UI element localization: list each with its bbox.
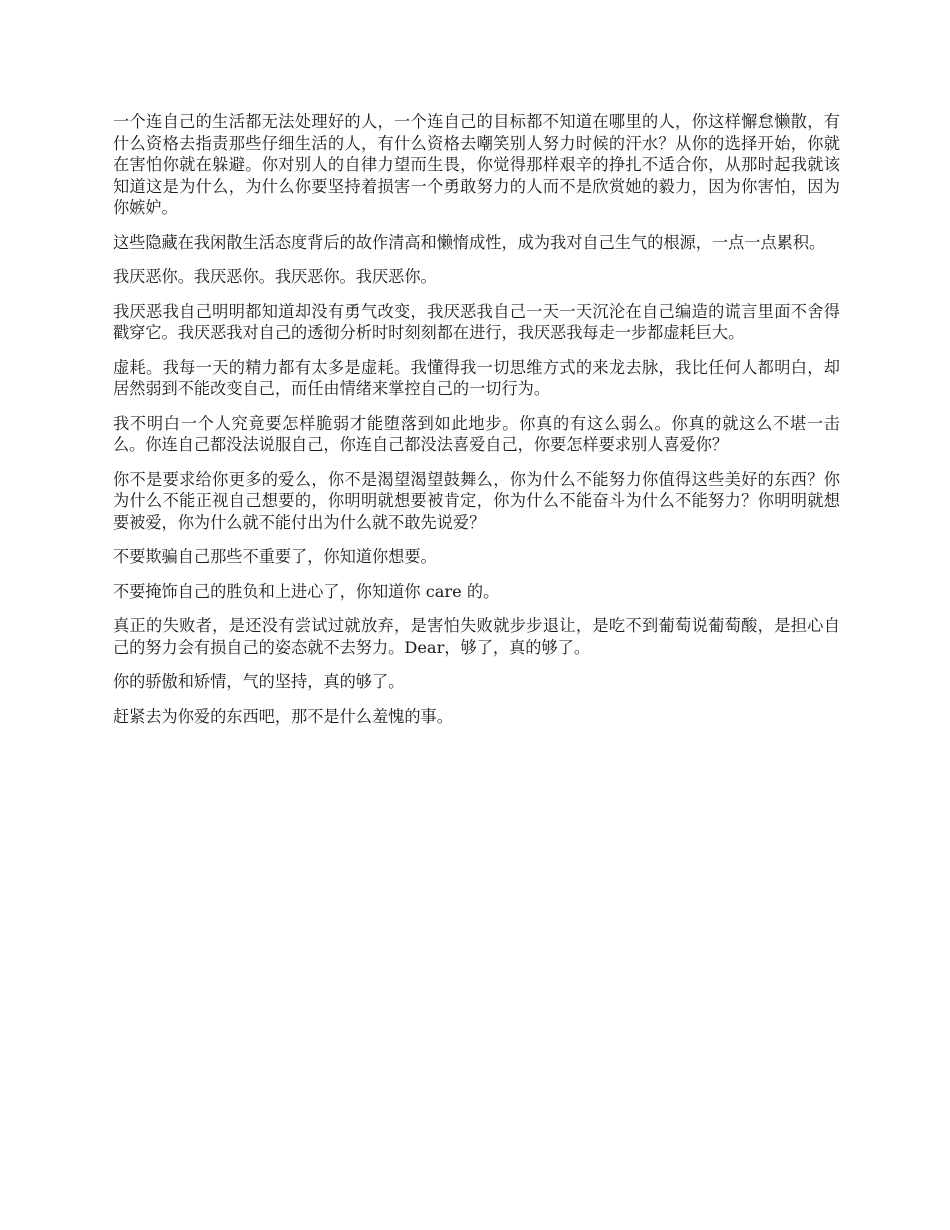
paragraph: 我厌恶我自己明明都知道却没有勇气改变，我厌恶我自己一天一天沉沦在自己编造的谎言里面不舍得戳穿它。我厌恶我对自己的透彻分析时时刻刻都在进行，我厌恶我每走一步都虚耗巨大。 (113, 301, 840, 342)
paragraph: 你的骄傲和矫情，气的坚持，真的够了。 (113, 672, 405, 691)
paragraph: 真正的失败者，是还没有尝试过就放弃，是害怕失败就步步退让，是吃不到葡萄说葡萄酸，是担心自己的努力会有损自己的姿态就不去努力。Dear，够了，真的够了。 (113, 616, 840, 657)
paragraph: 不要掩饰自己的胜负和上进心了，你知道你 care 的。 (113, 581, 500, 601)
paragraph: 虚耗。我每一天的精力都有太多是虚耗。我懂得我一切思维方式的来龙去脉，我比任何人都明白，却居然弱到不能改变自己，而任由情绪来掌控自己的一切行为。 (113, 357, 840, 398)
paragraph: 我不明白一个人究竟要怎样脆弱才能堕落到如此地步。你真的有这么弱么。你真的就这么不堪一击么。你连自己都没法说服自己，你连自己都没法喜爱自己，你要怎样要求别人喜爱你？ (113, 413, 840, 454)
paragraph: 不要欺骗自己那些不重要了，你知道你想要。 (113, 547, 437, 566)
document-body (113, 111, 840, 740)
paragraph: 我厌恶你。我厌恶你。我厌恶你。我厌恶你。 (113, 267, 437, 286)
paragraph: 赶紧去为你爱的东西吧，那不是什么羞愧的事。 (113, 706, 453, 726)
paragraph: 这些隐藏在我闲散生活态度背后的故作清高和懒惰成性，成为我对自己生气的根源，一点一点累积。 (113, 232, 826, 252)
paragraph: 你不是要求给你更多的爱么，你不是渴望渴望鼓舞么，你为什么不能努力你值得这些美好的东西？你为什么不能正视自己想要的，你明明就想要被肯定，你为什么不能奋斗为什么不能努力？你明明就想要被爱，你为什么就不能付出为什么就不敢先说爱？ (113, 469, 840, 532)
paragraph: 一个连自己的生活都无法处理好的人，一个连自己的目标都不知道在哪里的人，你这样懈怠懒散，有什么资格去指责那些仔细生活的人，有什么资格去嘲笑别人努力时候的汗水？从你的选择开始，你就在害怕你就在躲避。你对别人的自律力望而生畏，你觉得那样艰辛的挣扎不适合你，从那时起我就该知道这是为什么，为什么你要坚持着损害一个勇敢努力的人而不是欣赏她的毅力，因为你害怕，因为你嫉妒。 (113, 112, 840, 217)
